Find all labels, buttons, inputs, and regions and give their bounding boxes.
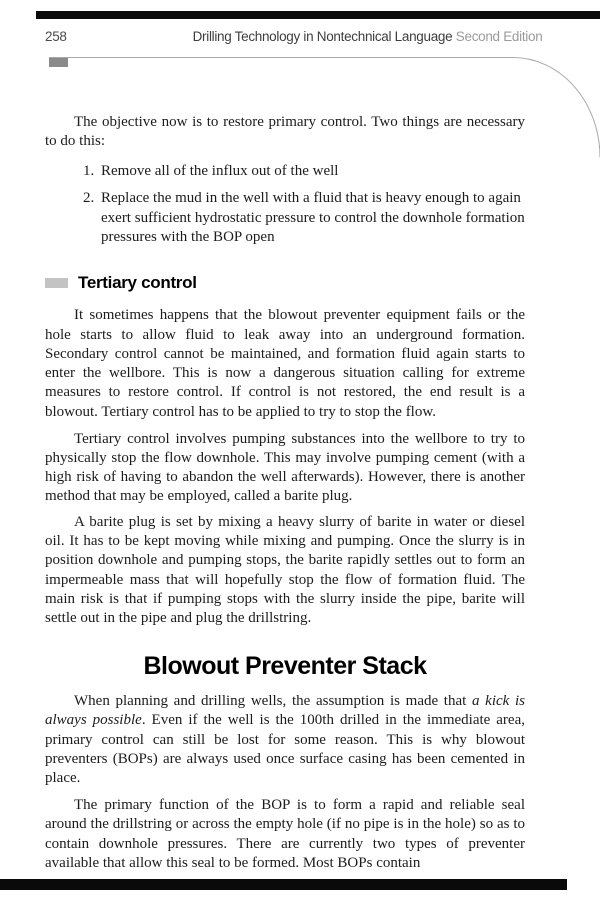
list-item-number: 1. xyxy=(83,162,95,179)
section-heading xyxy=(45,273,525,293)
running-title-main: Drilling Technology in Nontechnical Language xyxy=(192,29,453,44)
page-number: 258 xyxy=(45,29,67,44)
list-item-text: Remove all of the influx out of the well xyxy=(101,162,339,179)
paragraph-bop-1-italic: a kick is always possible xyxy=(45,693,525,729)
list-item-number: 2. xyxy=(83,190,95,207)
paragraph-intro: The objective now is to restore primary control. Two things are necessary to do this: xyxy=(45,114,525,150)
paragraph-tertiary-1: It sometimes happens that the blowout preventer equipment fails or the hole starts to allow fluid to leak away into an underground formation. Secondary control cannot be maintained, and formation fluid again starts to enter the wellbore. This is now a dangerous situation calling for extreme measures to restore control. If control is not restored, the end result is a blowout. Tertiary control has to be applied to try to stop the flow. xyxy=(45,307,525,420)
running-title xyxy=(135,29,600,44)
list-item xyxy=(45,162,525,181)
section-marker-square xyxy=(45,278,68,288)
running-header xyxy=(45,29,600,47)
paragraph-barite: A barite plug is set by mixing a heavy slurry of barite in water or diesel oil. It has to be kept moving while mixing and pumping. Once the slurry is in position downhole and pumping stops, the barite rapidly settles out to form an impermeable mass that will hopefully stop the flow of formation fluid. The main risk is that if pumping stops with the slurry inside the pipe, barite will settle out in the pipe and plug the drillstring. xyxy=(45,513,525,627)
scan-edge-bar-top xyxy=(36,11,600,19)
page-body xyxy=(45,113,525,873)
list-item xyxy=(45,189,525,247)
running-title-subtitle: Second Edition xyxy=(455,29,543,44)
paragraph-bop-1-post: . Even if the well is the 100th drilled in the immediate area, primary control can still be lost for some reason. This is why blowout preventers (BOPs) are always used once surface casing has been cemented in place. xyxy=(45,712,525,787)
list-item-text: Replace the mud in the well with a fluid that is heavy enough to again exert sufficient hydrostatic pressure to control the downhole formation pressures with the BOP open xyxy=(101,190,525,245)
chapter-heading: Blowout Preventer Stack xyxy=(143,651,427,680)
numbered-list xyxy=(45,162,525,248)
paragraph-bop-1 xyxy=(45,692,525,788)
paragraph-bop-1-pre: When planning and drilling wells, the assumption is made that xyxy=(74,693,472,710)
paragraph-tertiary-2: Tertiary control involves pumping substances into the wellbore to try to physically stop the flow downhole. This may involve pumping cement (with a high risk of having to abandon the well afterwards). However, there is another method that may be employed, called a barite plug. xyxy=(45,430,525,505)
section-heading-label: Tertiary control xyxy=(78,273,197,293)
scan-edge-bar-bottom xyxy=(0,879,567,890)
paragraph-bop-2: The primary function of the BOP is to form a rapid and reliable seal around the drillstring or across the empty hole (if no pipe is in the hole) so as to contain downhole pressures. There are currently two types of preventer available that allow this seal to be formed. Most BOPs contain xyxy=(45,797,525,871)
header-corner-square xyxy=(49,57,68,67)
